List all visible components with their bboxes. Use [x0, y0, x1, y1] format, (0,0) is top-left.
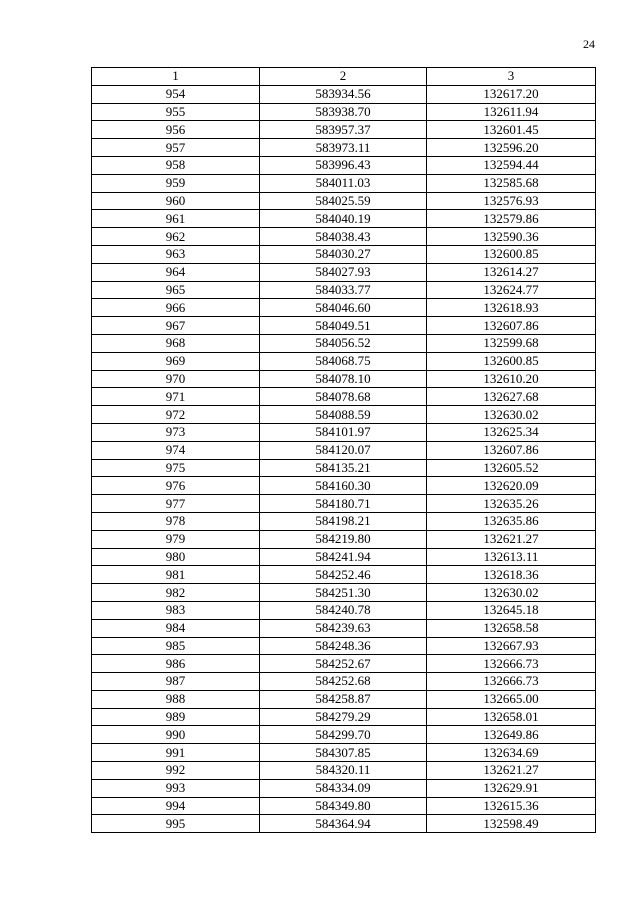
cell-y-coordinate: 132579.86	[427, 210, 596, 228]
table-row	[92, 762, 596, 780]
cell-y-coordinate: 132634.69	[427, 744, 596, 762]
cell-y-coordinate: 132630.02	[427, 584, 596, 602]
cell-point-number: 956	[92, 121, 260, 139]
cell-y-coordinate: 132614.27	[427, 263, 596, 281]
table-row	[92, 548, 596, 566]
cell-y-coordinate: 132618.36	[427, 566, 596, 584]
cell-point-number: 983	[92, 601, 260, 619]
cell-x-coordinate: 584088.59	[260, 406, 427, 424]
cell-point-number: 989	[92, 708, 260, 726]
table-row	[92, 245, 596, 263]
cell-x-coordinate: 584056.52	[260, 334, 427, 352]
cell-x-coordinate: 584349.80	[260, 797, 427, 815]
cell-y-coordinate: 132625.34	[427, 423, 596, 441]
cell-x-coordinate: 584334.09	[260, 779, 427, 797]
cell-point-number: 970	[92, 370, 260, 388]
table-row	[92, 797, 596, 815]
cell-point-number: 987	[92, 673, 260, 691]
cell-y-coordinate: 132645.18	[427, 601, 596, 619]
cell-x-coordinate: 584364.94	[260, 815, 427, 833]
cell-point-number: 967	[92, 317, 260, 335]
cell-y-coordinate: 132599.68	[427, 334, 596, 352]
cell-y-coordinate: 132576.93	[427, 192, 596, 210]
cell-point-number: 961	[92, 210, 260, 228]
cell-x-coordinate: 584011.03	[260, 174, 427, 192]
cell-point-number: 964	[92, 263, 260, 281]
table-row	[92, 477, 596, 495]
table-row	[92, 726, 596, 744]
cell-point-number: 976	[92, 477, 260, 495]
table-row	[92, 121, 596, 139]
cell-x-coordinate: 584033.77	[260, 281, 427, 299]
cell-y-coordinate: 132610.20	[427, 370, 596, 388]
cell-y-coordinate: 132629.91	[427, 779, 596, 797]
table-row	[92, 459, 596, 477]
cell-x-coordinate: 584251.30	[260, 584, 427, 602]
table-row	[92, 139, 596, 157]
table-row	[92, 192, 596, 210]
cell-y-coordinate: 132617.20	[427, 85, 596, 103]
table-row	[92, 156, 596, 174]
cell-point-number: 994	[92, 797, 260, 815]
cell-x-coordinate: 583973.11	[260, 139, 427, 157]
cell-x-coordinate: 584101.97	[260, 423, 427, 441]
column-header-y: 3	[427, 68, 596, 86]
table-header-row	[92, 68, 596, 86]
cell-x-coordinate: 584068.75	[260, 352, 427, 370]
table-row	[92, 103, 596, 121]
column-header-x: 2	[260, 68, 427, 86]
table-row	[92, 530, 596, 548]
cell-y-coordinate: 132620.09	[427, 477, 596, 495]
table-row	[92, 619, 596, 637]
cell-point-number: 973	[92, 423, 260, 441]
cell-y-coordinate: 132600.85	[427, 245, 596, 263]
table-row	[92, 566, 596, 584]
table-row	[92, 406, 596, 424]
table-row	[92, 584, 596, 602]
table-body	[92, 85, 596, 832]
cell-x-coordinate: 583957.37	[260, 121, 427, 139]
table-row	[92, 708, 596, 726]
cell-point-number: 960	[92, 192, 260, 210]
cell-point-number: 995	[92, 815, 260, 833]
cell-x-coordinate: 584078.10	[260, 370, 427, 388]
cell-x-coordinate: 584027.93	[260, 263, 427, 281]
cell-y-coordinate: 132621.27	[427, 762, 596, 780]
cell-y-coordinate: 132607.86	[427, 317, 596, 335]
cell-x-coordinate: 584198.21	[260, 512, 427, 530]
cell-x-coordinate: 584120.07	[260, 441, 427, 459]
cell-x-coordinate: 584252.68	[260, 673, 427, 691]
cell-point-number: 979	[92, 530, 260, 548]
cell-y-coordinate: 132635.86	[427, 512, 596, 530]
cell-x-coordinate: 583938.70	[260, 103, 427, 121]
table-row	[92, 388, 596, 406]
cell-point-number: 982	[92, 584, 260, 602]
cell-x-coordinate: 584258.87	[260, 690, 427, 708]
table-row	[92, 281, 596, 299]
cell-y-coordinate: 132615.36	[427, 797, 596, 815]
column-header-number: 1	[92, 68, 260, 86]
cell-point-number: 977	[92, 495, 260, 513]
table-row	[92, 779, 596, 797]
cell-point-number: 969	[92, 352, 260, 370]
table-row	[92, 673, 596, 691]
cell-x-coordinate: 584046.60	[260, 299, 427, 317]
cell-x-coordinate: 584307.85	[260, 744, 427, 762]
table-row	[92, 299, 596, 317]
table-row	[92, 228, 596, 246]
cell-point-number: 991	[92, 744, 260, 762]
table-row	[92, 334, 596, 352]
cell-y-coordinate: 132618.93	[427, 299, 596, 317]
cell-point-number: 981	[92, 566, 260, 584]
cell-y-coordinate: 132666.73	[427, 655, 596, 673]
table-row	[92, 174, 596, 192]
cell-y-coordinate: 132585.68	[427, 174, 596, 192]
cell-x-coordinate: 584248.36	[260, 637, 427, 655]
table-row	[92, 85, 596, 103]
cell-x-coordinate: 584241.94	[260, 548, 427, 566]
cell-y-coordinate: 132596.20	[427, 139, 596, 157]
cell-x-coordinate: 583996.43	[260, 156, 427, 174]
cell-y-coordinate: 132590.36	[427, 228, 596, 246]
cell-x-coordinate: 584252.46	[260, 566, 427, 584]
cell-x-coordinate: 584240.78	[260, 601, 427, 619]
cell-point-number: 959	[92, 174, 260, 192]
cell-x-coordinate: 584219.80	[260, 530, 427, 548]
cell-y-coordinate: 132635.26	[427, 495, 596, 513]
cell-y-coordinate: 132621.27	[427, 530, 596, 548]
table-row	[92, 690, 596, 708]
table-row	[92, 815, 596, 833]
table-row	[92, 210, 596, 228]
cell-y-coordinate: 132601.45	[427, 121, 596, 139]
cell-point-number: 966	[92, 299, 260, 317]
cell-point-number: 972	[92, 406, 260, 424]
cell-point-number: 968	[92, 334, 260, 352]
table-row	[92, 370, 596, 388]
table-row	[92, 744, 596, 762]
cell-x-coordinate: 584049.51	[260, 317, 427, 335]
cell-x-coordinate: 584030.27	[260, 245, 427, 263]
cell-point-number: 957	[92, 139, 260, 157]
table-row	[92, 637, 596, 655]
cell-y-coordinate: 132658.01	[427, 708, 596, 726]
cell-point-number: 988	[92, 690, 260, 708]
cell-y-coordinate: 132598.49	[427, 815, 596, 833]
cell-y-coordinate: 132666.73	[427, 673, 596, 691]
cell-y-coordinate: 132667.93	[427, 637, 596, 655]
cell-point-number: 974	[92, 441, 260, 459]
cell-point-number: 984	[92, 619, 260, 637]
page-number: 24	[583, 37, 595, 51]
cell-y-coordinate: 132605.52	[427, 459, 596, 477]
cell-point-number: 954	[92, 85, 260, 103]
cell-y-coordinate: 132665.00	[427, 690, 596, 708]
cell-point-number: 992	[92, 762, 260, 780]
table-row	[92, 423, 596, 441]
cell-x-coordinate: 584038.43	[260, 228, 427, 246]
cell-x-coordinate: 584078.68	[260, 388, 427, 406]
table-row	[92, 263, 596, 281]
cell-point-number: 965	[92, 281, 260, 299]
table-row	[92, 352, 596, 370]
cell-point-number: 955	[92, 103, 260, 121]
coordinates-table	[91, 67, 596, 833]
cell-x-coordinate: 584025.59	[260, 192, 427, 210]
cell-x-coordinate: 584279.29	[260, 708, 427, 726]
cell-y-coordinate: 132627.68	[427, 388, 596, 406]
cell-y-coordinate: 132630.02	[427, 406, 596, 424]
cell-y-coordinate: 132607.86	[427, 441, 596, 459]
cell-point-number: 978	[92, 512, 260, 530]
cell-x-coordinate: 584239.63	[260, 619, 427, 637]
cell-y-coordinate: 132658.58	[427, 619, 596, 637]
cell-x-coordinate: 584160.30	[260, 477, 427, 495]
cell-point-number: 993	[92, 779, 260, 797]
table-row	[92, 601, 596, 619]
cell-x-coordinate: 584135.21	[260, 459, 427, 477]
cell-x-coordinate: 584252.67	[260, 655, 427, 673]
cell-point-number: 975	[92, 459, 260, 477]
cell-y-coordinate: 132611.94	[427, 103, 596, 121]
table-row	[92, 512, 596, 530]
table-row	[92, 495, 596, 513]
cell-y-coordinate: 132649.86	[427, 726, 596, 744]
cell-x-coordinate: 584180.71	[260, 495, 427, 513]
cell-y-coordinate: 132613.11	[427, 548, 596, 566]
cell-point-number: 958	[92, 156, 260, 174]
cell-point-number: 980	[92, 548, 260, 566]
cell-point-number: 962	[92, 228, 260, 246]
cell-point-number: 990	[92, 726, 260, 744]
table-row	[92, 441, 596, 459]
cell-point-number: 985	[92, 637, 260, 655]
cell-x-coordinate: 584320.11	[260, 762, 427, 780]
cell-x-coordinate: 584040.19	[260, 210, 427, 228]
cell-y-coordinate: 132600.85	[427, 352, 596, 370]
table-row	[92, 317, 596, 335]
cell-point-number: 963	[92, 245, 260, 263]
cell-y-coordinate: 132624.77	[427, 281, 596, 299]
cell-x-coordinate: 583934.56	[260, 85, 427, 103]
cell-point-number: 971	[92, 388, 260, 406]
cell-x-coordinate: 584299.70	[260, 726, 427, 744]
cell-point-number: 986	[92, 655, 260, 673]
table-row	[92, 655, 596, 673]
cell-y-coordinate: 132594.44	[427, 156, 596, 174]
